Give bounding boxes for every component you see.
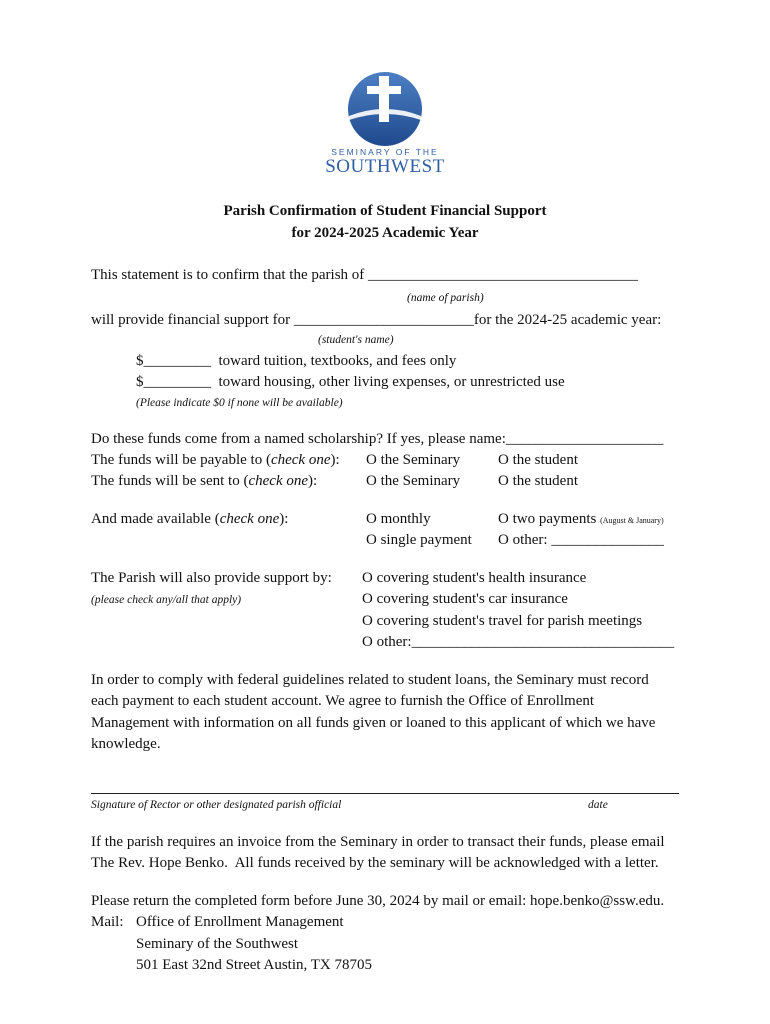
logo-line2: SOUTHWEST [325, 156, 445, 177]
compliance-line2: each payment to each student account. We agree to furnish the Office of Enrollment [91, 693, 595, 709]
other-payment-option[interactable]: O other: _______________ [498, 532, 664, 548]
sent-seminary-option[interactable]: O the Seminary [366, 473, 461, 489]
monthly-option[interactable]: O monthly [366, 511, 431, 527]
date-label: date [588, 799, 608, 811]
mail-label: Mail: [91, 914, 124, 930]
available-label: And made available (check one): [91, 511, 289, 527]
parish-statement-line[interactable]: This statement is to confirm that the parish of ____________________________________ [91, 267, 639, 283]
car-insurance-option[interactable]: O covering student's car insurance [362, 591, 568, 607]
return-instructions: Please return the completed form before June 30, 2024 by mail or email: hope.benko@ssw.edu. [91, 893, 665, 909]
payable-student-option[interactable]: O the student [498, 452, 578, 468]
support-note: (please check any/all that apply) [91, 594, 242, 606]
student-name-caption: (student's name) [318, 334, 394, 346]
scholarship-question[interactable]: Do these funds come from a named scholarship? If yes, please name:_____________________ [91, 431, 664, 447]
compliance-line3: Management with information on all funds given or loaned to this applicant of which we have [91, 715, 656, 731]
sent-label: The funds will be sent to (check one): [91, 473, 318, 489]
amount-note: (Please indicate $0 if none will be available) [136, 397, 343, 409]
address-line1: Office of Enrollment Management [136, 914, 344, 930]
payable-label: The funds will be payable to (check one): [91, 452, 340, 468]
seminary-logo [323, 72, 447, 180]
signature-label: Signature of Rector or other designated parish official [91, 799, 342, 811]
housing-amount-line[interactable]: $_________ toward housing, other living expenses, or unrestricted use [136, 374, 565, 390]
compliance-line1: In order to comply with federal guidelines related to student loans, the Seminary must record [91, 672, 649, 688]
invoice-line2: The Rev. Hope Benko. All funds received by the seminary will be acknowledged with a letter. [91, 855, 659, 871]
student-support-line[interactable]: will provide financial support for ________________________for the 2024-25 academic year: [91, 312, 662, 328]
tuition-amount-line[interactable]: $_________ toward tuition, textbooks, and fees only [136, 353, 457, 369]
support-label: The Parish will also provide support by: [91, 570, 332, 586]
logo-line1: SEMINARY OF THE [331, 147, 439, 157]
title-line2: for 2024-2025 Academic Year [291, 225, 479, 241]
address-line3: 501 East 32nd Street Austin, TX 78705 [136, 957, 372, 973]
sent-student-option[interactable]: O the student [498, 473, 578, 489]
invoice-line1: If the parish requires an invoice from the Seminary in order to transact their funds, please email [91, 834, 665, 850]
travel-option[interactable]: O covering student's travel for parish meetings [362, 613, 643, 629]
address-line2: Seminary of the Southwest [136, 936, 299, 952]
other-support-option[interactable]: O other:___________________________________ [362, 634, 675, 650]
single-payment-option[interactable]: O single payment [366, 532, 472, 548]
signature-line[interactable] [91, 793, 679, 794]
parish-name-caption: (name of parish) [407, 292, 484, 304]
two-payments-option[interactable]: O two payments (August & January) [498, 511, 664, 527]
compliance-line4: knowledge. [91, 736, 161, 752]
payable-seminary-option[interactable]: O the Seminary [366, 452, 461, 468]
title-line1: Parish Confirmation of Student Financial Support [223, 203, 547, 219]
health-insurance-option[interactable]: O covering student's health insurance [362, 570, 587, 586]
